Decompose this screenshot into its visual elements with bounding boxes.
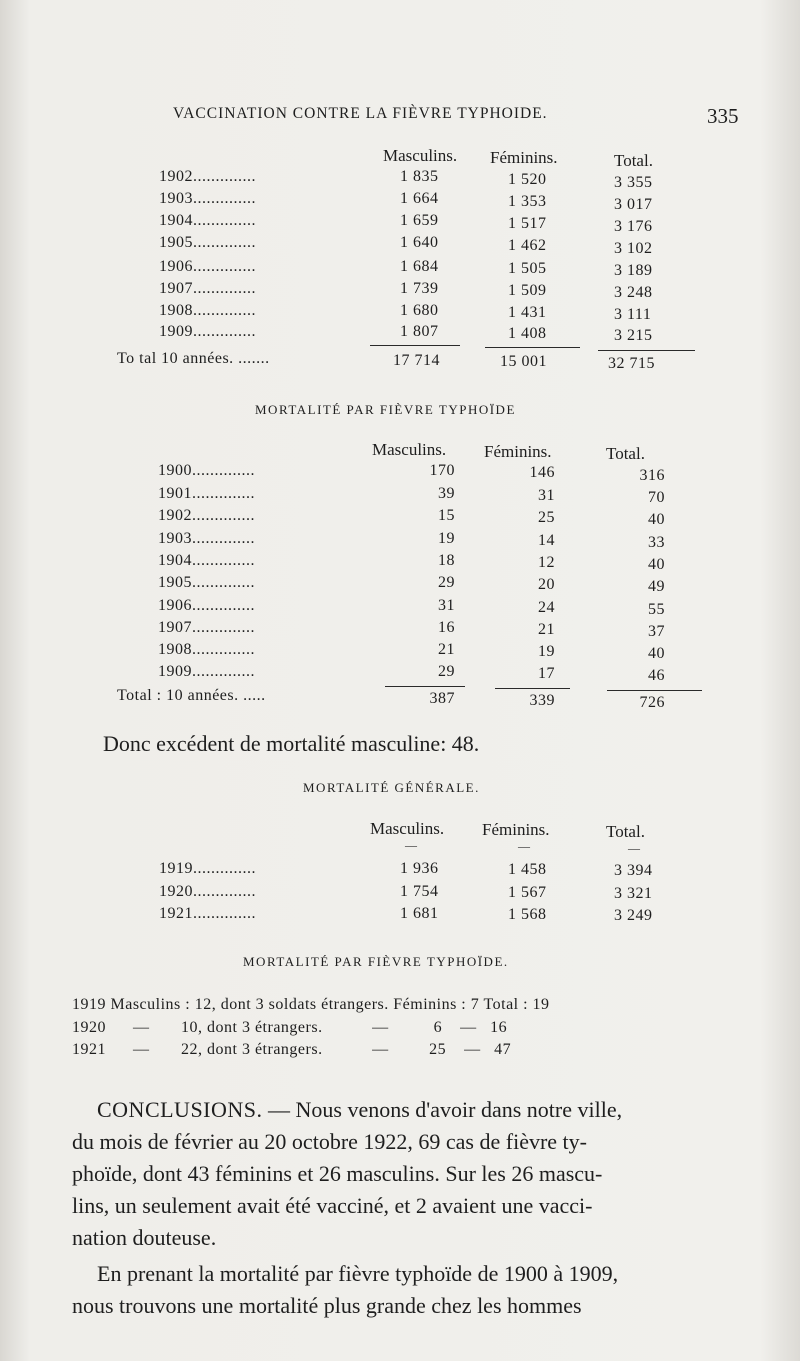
cell-masc: 15 (438, 507, 455, 524)
excess-mortality-line: Donc excédent de mortalité masculine: 48. (103, 731, 480, 756)
col-header-masculins: Masculins. (383, 146, 458, 165)
cell-fem: 20 (538, 576, 555, 593)
col-header-total: Total. (606, 444, 645, 463)
cell-total: 3 394 (614, 862, 653, 879)
total-total: 32 715 (608, 355, 655, 372)
cell-masc: 1 659 (400, 212, 439, 229)
row-label: 1906.............. (159, 258, 256, 275)
text-line: nous trouvons une mortalité plus grande chez les hommes (72, 1293, 582, 1318)
cell-fem: 1 408 (508, 325, 547, 342)
table-title: MORTALITÉ PAR FIÈVRE TYPHOÏDE (255, 402, 516, 417)
cell-total: 40 (648, 511, 665, 528)
cell-fem: 1 568 (508, 906, 547, 923)
cell-masc: 1 835 (400, 168, 439, 185)
row-label: 1900.............. (158, 462, 255, 479)
total-row-label: Total : 10 années. ..... (117, 687, 266, 704)
col-header-feminins: Féminins. (490, 148, 558, 167)
row-label: 1902.............. (159, 168, 256, 185)
row-label: 1920.............. (159, 883, 256, 900)
cell-fem: 25 (538, 509, 555, 526)
conclusions-lead: CONCLUSIONS. (97, 1097, 263, 1122)
cell-fem: 31 (538, 487, 555, 504)
cell-fem: 1 505 (508, 260, 547, 277)
total-total: 726 (639, 694, 665, 711)
cell-total: 3 102 (614, 240, 653, 257)
cell-masc: 1 754 (400, 883, 439, 900)
cell-masc: 170 (429, 462, 455, 479)
sum-rule (485, 347, 580, 348)
page-number: 335 (707, 104, 739, 128)
col-header-masculins: Masculins. (372, 440, 447, 459)
cell-total: 3 355 (614, 174, 653, 191)
cell-total: 3 111 (614, 306, 652, 323)
cell-fem: 19 (538, 643, 555, 660)
row-label: 1902.............. (158, 507, 255, 524)
header-dash: — (628, 841, 640, 855)
cell-fem: 1 458 (508, 861, 547, 878)
row-label: 1905.............. (159, 234, 256, 251)
cell-total: 55 (648, 601, 665, 618)
text-line: lins, un seulement avait été vacciné, et 2 avaient une vacci- (72, 1193, 593, 1218)
cell-masc: 39 (438, 485, 455, 502)
cell-total: 70 (648, 489, 665, 506)
sum-rule (607, 690, 702, 691)
cell-masc: 29 (438, 574, 455, 591)
total-row-label: To tal 10 années. ....... (117, 350, 270, 367)
total-masc: 387 (429, 690, 455, 707)
cell-fem: 24 (538, 599, 555, 616)
sum-rule (370, 345, 460, 346)
row-label: 1904.............. (159, 212, 256, 229)
cell-total: 3 249 (614, 907, 653, 924)
text-line: du mois de février au 20 octobre 1922, 69 cas de fièvre ty- (72, 1129, 587, 1154)
sum-rule (598, 350, 695, 351)
cell-fem: 14 (538, 532, 555, 549)
row-label: 1903.............. (158, 530, 255, 547)
cell-total: 3 017 (614, 196, 653, 213)
cell-total: 33 (648, 534, 665, 551)
mortality-line: 1919 Masculins : 12, dont 3 soldats étrangers. Féminins : 7 Total : 19 (72, 996, 550, 1013)
cell-fem: 1 567 (508, 884, 547, 901)
cell-fem: 146 (529, 464, 555, 481)
cell-fem: 1 517 (508, 215, 547, 232)
cell-masc: 1 664 (400, 190, 439, 207)
cell-total: 3 248 (614, 284, 653, 301)
cell-masc: 1 936 (400, 860, 439, 877)
row-label: 1909.............. (158, 663, 255, 680)
header-dash: — (405, 838, 417, 852)
table-title: MORTALITÉ GÉNÉRALE. (303, 780, 480, 795)
sum-rule (385, 686, 465, 687)
cell-masc: 16 (438, 619, 455, 636)
row-label: 1908.............. (158, 641, 255, 658)
running-header: VACCINATION CONTRE LA FIÈVRE TYPHOIDE. (173, 105, 548, 122)
text-line: nation douteuse. (72, 1225, 217, 1250)
row-label: 1901.............. (158, 485, 255, 502)
cell-fem: 1 462 (508, 237, 547, 254)
cell-masc: 1 684 (400, 258, 439, 275)
cell-total: 3 321 (614, 885, 653, 902)
cell-masc: 1 739 (400, 280, 439, 297)
row-label: 1906.............. (158, 597, 255, 614)
row-label: 1903.............. (159, 190, 256, 207)
sum-rule (495, 688, 570, 689)
row-label: 1908.............. (159, 302, 256, 319)
text-line: phoïde, dont 43 féminins et 26 masculins. Sur les 26 mascu- (72, 1161, 603, 1186)
cell-fem: 1 520 (508, 171, 547, 188)
mortality-line: 1921 — 22, dont 3 étrangers. — 25 — 47 (72, 1041, 512, 1058)
total-fem: 339 (529, 692, 555, 709)
cell-total: 49 (648, 578, 665, 595)
cell-fem: 21 (538, 621, 555, 638)
cell-masc: 1 681 (400, 905, 439, 922)
row-label: 1907.............. (158, 619, 255, 636)
cell-masc: 29 (438, 663, 455, 680)
cell-fem: 1 353 (508, 193, 547, 210)
row-label: 1921.............. (159, 905, 256, 922)
cell-total: 3 176 (614, 218, 653, 235)
cell-fem: 17 (538, 665, 555, 682)
cell-masc: 18 (438, 552, 455, 569)
row-label: 1907.............. (159, 280, 256, 297)
total-fem: 15 001 (500, 353, 547, 370)
row-label: 1904.............. (158, 552, 255, 569)
text-line: — Nous venons d'avoir dans notre ville, (262, 1097, 623, 1122)
row-label: 1905.............. (158, 574, 255, 591)
cell-masc: 1 640 (400, 234, 439, 251)
cell-total: 316 (639, 467, 665, 484)
cell-masc: 31 (438, 597, 455, 614)
cell-total: 40 (648, 645, 665, 662)
table-title: MORTALITÉ PAR FIÈVRE TYPHOÏDE. (243, 954, 509, 969)
cell-fem: 12 (538, 554, 555, 571)
row-label: 1909.............. (159, 323, 256, 340)
cell-fem: 1 431 (508, 304, 547, 321)
col-header-feminins: Féminins. (482, 820, 550, 839)
text-line: En prenant la mortalité par fièvre typhoïde de 1900 à 1909, (97, 1261, 619, 1286)
mortality-line: 1920 — 10, dont 3 étrangers. — 6 — 16 (72, 1019, 508, 1036)
cell-masc: 1 807 (400, 323, 439, 340)
cell-total: 46 (648, 667, 665, 684)
total-masc: 17 714 (393, 352, 440, 369)
cell-masc: 19 (438, 530, 455, 547)
cell-masc: 1 680 (400, 302, 439, 319)
col-header-masculins: Masculins. (370, 819, 445, 838)
row-label: 1919.............. (159, 860, 256, 877)
cell-total: 3 215 (614, 327, 653, 344)
cell-total: 37 (648, 623, 665, 640)
col-header-total: Total. (606, 822, 645, 841)
cell-fem: 1 509 (508, 282, 547, 299)
col-header-feminins: Féminins. (484, 442, 552, 461)
col-header-total: Total. (614, 151, 653, 170)
cell-total: 40 (648, 556, 665, 573)
cell-total: 3 189 (614, 262, 653, 279)
header-dash: — (518, 839, 530, 853)
cell-masc: 21 (438, 641, 455, 658)
